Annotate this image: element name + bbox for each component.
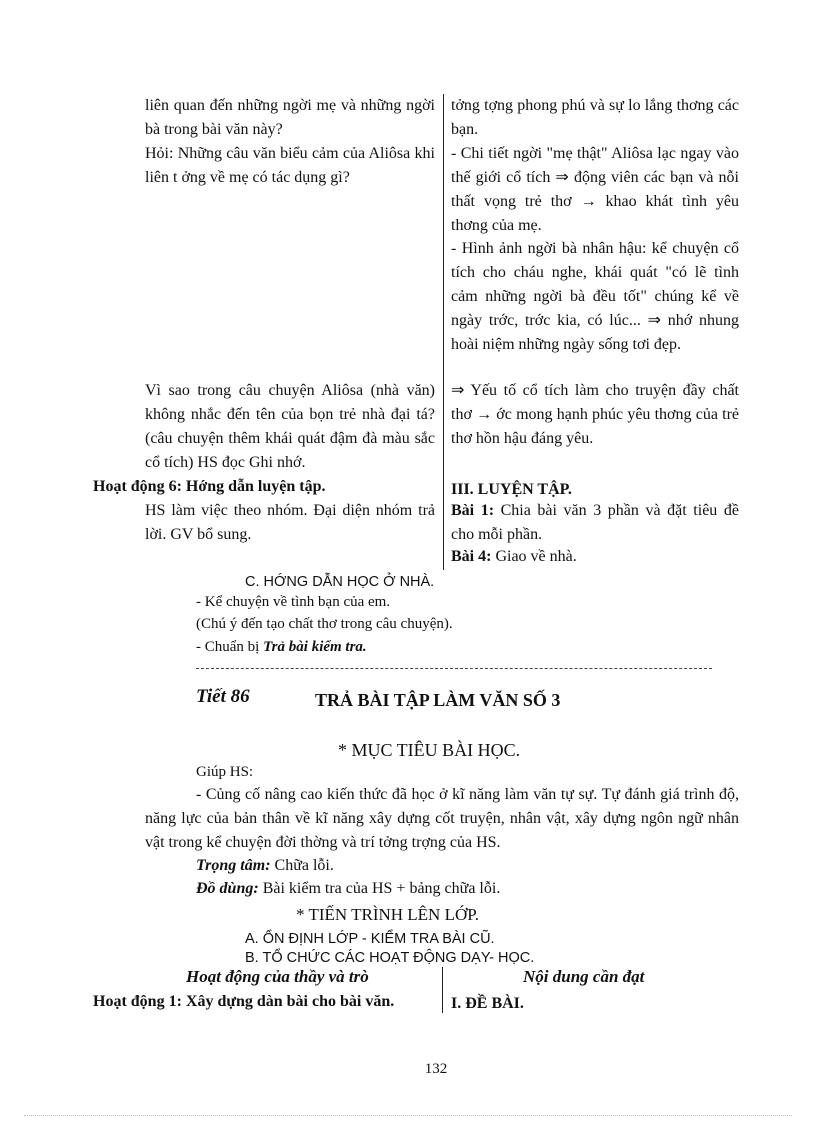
footer-rule [24,1115,792,1116]
question-2: Hỏi: Những câu văn biểu cảm của Aliôsa khi liên t ởng về mẹ có tác dụng gì? [145,145,435,186]
objectives-heading: * MỤC TIÊU BÀI HỌC. [338,740,521,760]
answer-2: - Chi tiết ngời "mẹ thật" Aliôsa lạc ngay vào thế giới cổ tích ⇒ động viên các bạn và nỗi thất vọng trẻ thơ → khao khát tình yêu thơng của mẹ. [451,145,739,234]
exercise-1 [451,499,739,547]
homework-item-3-bold: Trả bài kiểm tra. [263,639,367,655]
homework-item-3 [196,635,367,659]
process-heading: * TIẾN TRÌNH LÊN LỚP. [296,905,480,924]
activity-1-heading: Hoạt động 1: Xây dựng dàn bài cho bài văn. [93,993,395,1010]
section-separator [196,668,712,669]
homework-heading: C. HỚNG DẪN HỌC Ở NHÀ. [245,574,435,590]
practice-heading: III. LUYỆN TẬP. [451,481,572,498]
homework-item-1: - Kể chuyện về tình bạn của em. [196,594,391,610]
question-1: liên quan đến những ngời mẹ và những ngời bà trong bài văn này? [145,97,435,138]
step-a: A. ỔN ĐỊNH LỚP - KIỂM TRA BÀI CŨ. [245,931,495,947]
activity-6-heading: Hoạt động 6: Hớng dẫn luyện tập. [93,478,326,495]
lesson-title: TRẢ BÀI TẬP LÀM VĂN SỐ 3 [315,690,561,710]
exercise-4 [451,545,739,569]
activity-6-text: HS làm việc theo nhóm. Đại diện nhóm trả lời. GV bổ sung. [145,502,435,543]
column-divider-bottom [442,967,443,1013]
exercise-1-label: Bài 1: [451,502,495,519]
step-b: B. TỔ CHỨC CÁC HOẠT ĐỘNG DẠY- HỌC. [245,950,535,966]
page-number: 132 [424,1061,448,1077]
focus-line [196,854,334,878]
col-header-right: Nội dung cần đạt [523,967,645,986]
answer-4: ⇒ Yếu tố cổ tích làm cho truyện đầy chất thơ → ớc mong hạnh phúc yêu thơng của trẻ thơ hồn hậu đáng yêu. [451,382,739,447]
help-students: Giúp HS: [196,764,254,780]
tools-text: Bài kiểm tra của HS + bảng chữa lỗi. [258,880,501,897]
homework-item-2: (Chú ý đến tạo chất thơ trong câu chuyện). [196,616,453,632]
exercise-4-label: Bài 4: [451,548,492,565]
lesson-label: Tiết 86 [196,686,250,707]
question-3: Vì sao trong câu chuyện Aliôsa (nhà văn) không nhắc đến tên của bọn trẻ nhà đại tá? (câu chuyện thêm khái quát đậm đà màu sắc cổ tích) HS đọc Ghi nhớ. [145,382,435,471]
col-header-left: Hoạt động của thầy và trò [186,967,369,986]
tools-line [196,877,500,901]
answer-3: - Hình ảnh ngời bà nhân hậu: kể chuyện cổ tích cho cháu nghe, khái quát "có lẽ tình cảm những ngời bà đều tốt" chúng kể về ngày trớc, trớc kia, có lúc... ⇒ nhớ nhung hoài niệm những ngày sống tơi đẹp. [451,240,739,353]
column-divider-top [443,94,444,570]
objective-text: - Củng cố nâng cao kiến thức đã học ở kĩ năng làm văn tự sự. Tự đánh giá trình độ, năng lực của bản thân về kĩ năng xây dựng cốt truyện, nhân vật, xây dựng ngôn ngữ nhân vật trong kể chuyện đời thờng và trí tởng trợng của HS. [145,786,739,851]
exercise-1-text: Chia bài văn 3 phần và đặt tiêu đề cho mỗi phần. [451,502,739,543]
homework-item-3-prefix: - Chuẩn bị [196,639,264,655]
answer-1: tởng tợng phong phú và sự lo lắng thơng các bạn. [451,97,739,138]
focus-label: Trọng tâm: [196,857,271,874]
focus-text: Chữa lỗi. [270,857,334,874]
tools-label: Đồ dùng: [196,880,259,897]
exercise-4-text: Giao về nhà. [491,548,577,565]
section-i-heading: I. ĐỀ BÀI. [451,995,524,1012]
